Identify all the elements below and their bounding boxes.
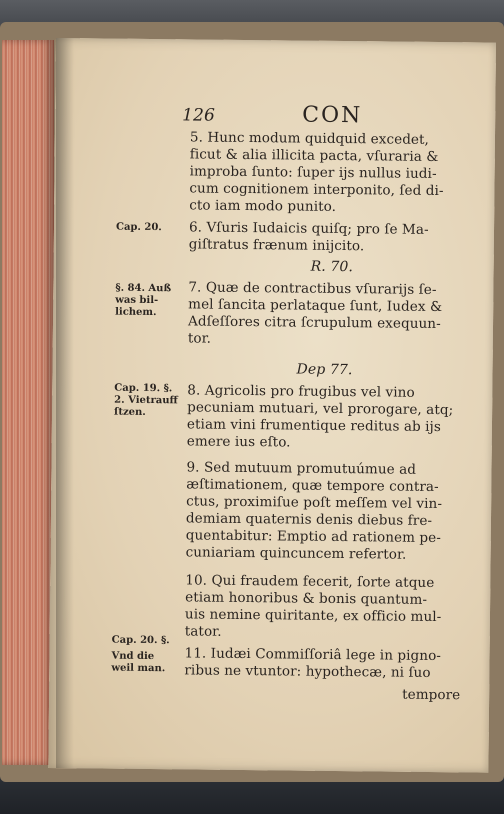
running-title: CON [302,102,363,129]
text-line: 9. Sed mutuum promutuúmue ad [186,459,417,478]
catchword: tempore [402,686,461,704]
margin-note: weil man. [111,662,166,675]
text-line: 11. Iudæi Commiſſoriâ lege in pigno- [184,645,442,665]
text-line: uis nemine quiritante, ex officio mul- [184,606,442,626]
margin-note: Vnd die [111,650,155,663]
text-line: ficut & alia illicita pacta, vſuraria & [189,146,439,166]
text-line: emere ius eſto. [186,433,291,451]
page-edges [2,40,54,765]
text-line: giſtratus frænum inijcito. [188,236,365,255]
gutter-shadow [56,38,74,768]
text-line: pecuniam mutuari, vel prorogare, atq; [187,399,454,419]
text-line: 5. Hunc modum quidquid excedet, [189,129,430,148]
page-number: 126 [182,105,216,126]
text-line: tator. [184,623,222,640]
margin-note: 2. Vietrauff [114,394,178,407]
text-line: 7. Quæ de contractibus vſurarijs ſe- [188,279,437,298]
margin-note: Cap. 20. [115,221,162,234]
margin-note: Cap. 19. §. [114,382,173,395]
text-line: cto iam modo punito. [189,197,337,215]
text-line: quentabitur: Emptio ad rationem pe- [185,527,442,547]
text-line: tor. [187,330,212,347]
section-heading: R. 70. [310,258,354,276]
text-line: improba ſunto: ſuper ijs nullus iudi- [189,163,437,182]
text-line: cum cognitionem interponito, ſed di- [189,180,444,200]
text-line: etiam vini frumentique reditus ab ijs [186,416,441,436]
text-line: 8. Agricolis pro frugibus vel vino [187,382,415,401]
text-line: ribus ne vtuntor: hypothecæ, ni ſuo [184,662,431,681]
margin-note: Cap. 20. §. [111,634,170,647]
book-page [48,38,496,773]
text-line: Adſeſſores citra ſcrupulum exequun- [187,313,441,333]
margin-note: §. 84. Auß [115,282,172,295]
text-line: cuniariam quincuncem refertor. [185,544,407,563]
margin-note: lichem. [115,306,157,319]
text-line: 10. Qui fraudem fecerit, ſorte atque [185,572,435,591]
margin-note: was bil- [115,294,159,307]
text-line: ctus, proximiſue poſt meſſem vel vin- [186,493,443,513]
text-line: æſtimationem, quæ tempore contra- [186,476,439,496]
text-line: 6. Vſuris Iudaicis quiſq; pro ſe Ma- [188,219,429,238]
section-heading: Dep 77. [296,361,353,379]
margin-note: ſtzen. [114,406,146,418]
text-line: etiam honoribus & bonis quantum- [185,589,428,608]
text-line: mel ſancita perlataque ſunt, Iudex & [188,296,443,316]
text-line: demiam quaternis denis diebus fre- [185,510,433,529]
